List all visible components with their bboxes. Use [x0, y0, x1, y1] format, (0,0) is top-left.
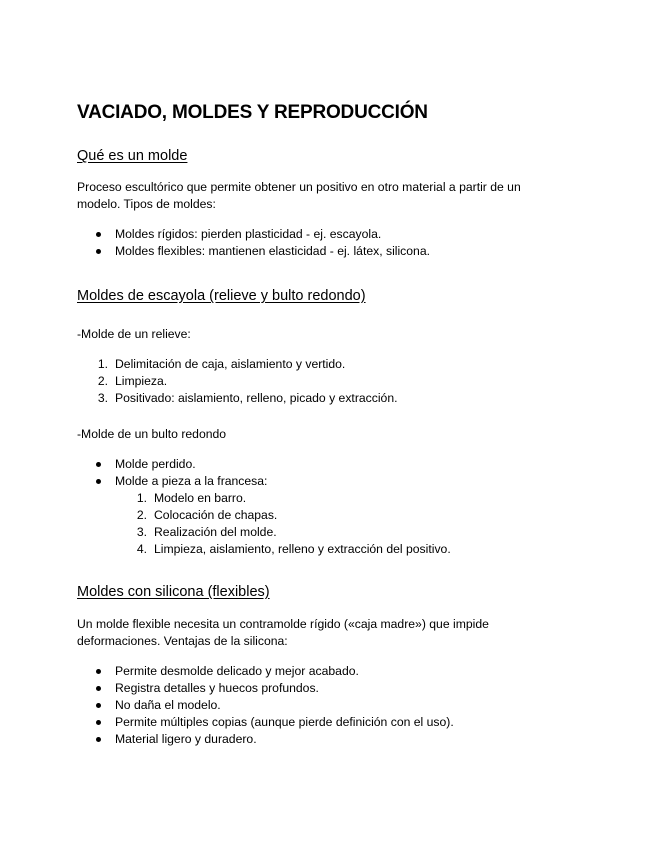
list-item-text: Colocación de chapas. [154, 508, 278, 522]
bullet-icon [96, 669, 101, 674]
list-number: 2. [136, 508, 147, 522]
list-item-text: No daña el modelo. [115, 698, 221, 712]
list-item-text: Molde perdido. [115, 457, 196, 471]
bullet-icon [96, 720, 101, 725]
list-item-text: Delimitación de caja, aislamiento y vertido. [115, 357, 346, 371]
bullet-icon [96, 249, 101, 254]
paragraph-line: Proceso escultórico que permite obtener un positivo en otro material a partir de un [77, 180, 521, 194]
bullet-icon [96, 232, 101, 237]
section-heading-moldes-de-escayola: Moldes de escayola (relieve y bulto redondo) [77, 288, 366, 304]
list-item-text: Molde a pieza a la francesa: [115, 474, 268, 488]
section-heading-moldes-con-silicona: Moldes con silicona (flexibles) [77, 584, 270, 600]
list-item-text: Modelo en barro. [154, 491, 247, 505]
list-item-text: Permite múltiples copias (aunque pierde definición con el uso). [115, 715, 454, 729]
paragraph-line: deformaciones. Ventajas de la silicona: [77, 634, 288, 648]
list-number: 4. [136, 542, 147, 556]
document-title: VACIADO, MOLDES Y REPRODUCCIÓN [77, 102, 428, 123]
list-number: 3. [97, 391, 108, 405]
list-item-text: Registra detalles y huecos profundos. [115, 681, 319, 695]
subsection-intro-bulto-redondo: -Molde de un bulto redondo [77, 427, 227, 441]
list-number: 1. [136, 491, 147, 505]
list-number: 1. [97, 357, 108, 371]
list-item-text: Positivado: aislamiento, relleno, picado y extracción. [115, 391, 398, 405]
bullet-icon [96, 462, 101, 467]
list-number: 2. [97, 374, 108, 388]
bullet-icon [96, 479, 101, 484]
list-item-text: Moldes flexibles: mantienen elasticidad - ej. látex, silicona. [115, 244, 431, 258]
list-item-text: Limpieza, aislamiento, relleno y extracción del positivo. [154, 542, 451, 556]
list-item-text: Permite desmolde delicado y mejor acabado. [115, 664, 359, 678]
subsection-intro-relieve: -Molde de un relieve: [77, 327, 191, 341]
list-item-text: Moldes rígidos: pierden plasticidad - ej. escayola. [115, 227, 382, 241]
paragraph-line: modelo. Tipos de moldes: [77, 197, 216, 211]
paragraph-line: Un molde flexible necesita un contramolde rígido («caja madre») que impide [77, 617, 489, 631]
list-number: 3. [136, 525, 147, 539]
bullet-icon [96, 703, 101, 708]
section-heading-que-es-un-molde: Qué es un molde [77, 148, 188, 164]
list-item-text: Realización del molde. [154, 525, 277, 539]
list-item-text: Limpieza. [115, 374, 168, 388]
bullet-icon [96, 686, 101, 691]
list-item-text: Material ligero y duradero. [115, 732, 257, 746]
bullet-icon [96, 737, 101, 742]
